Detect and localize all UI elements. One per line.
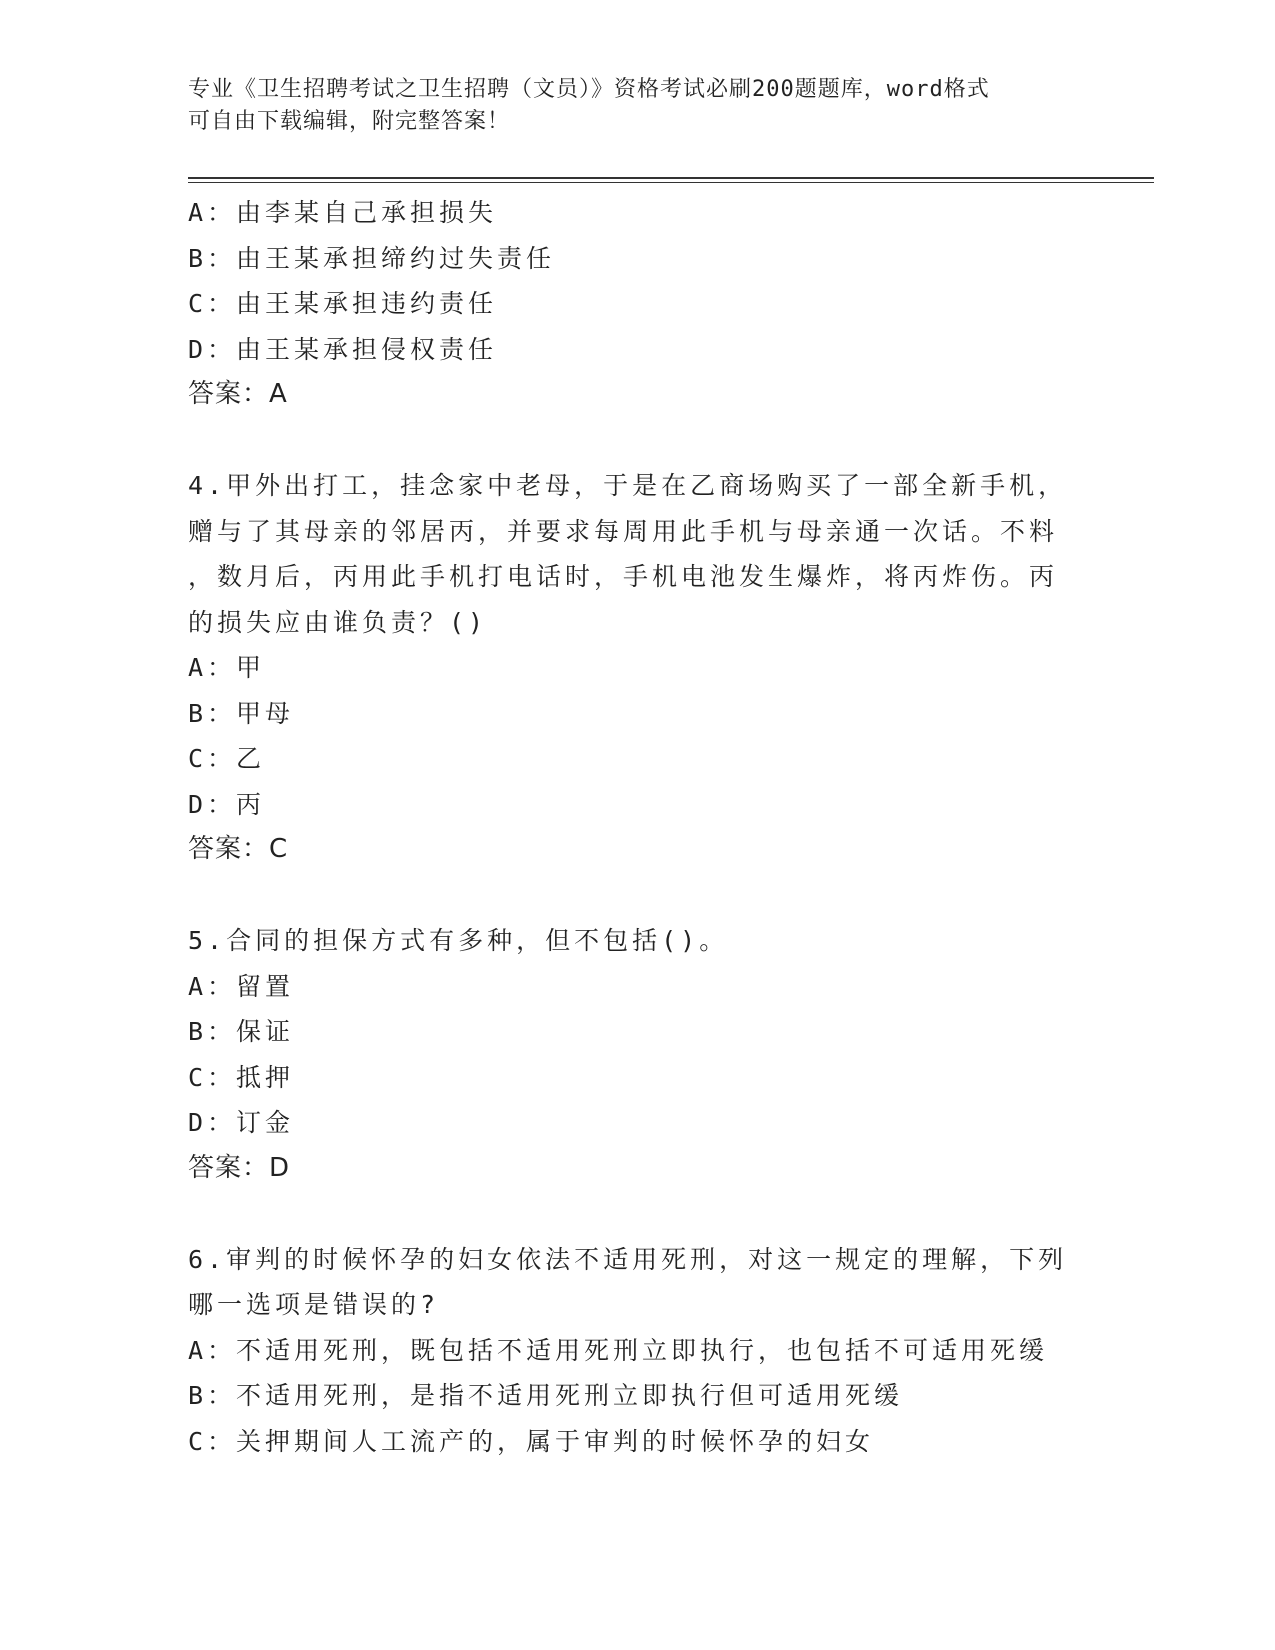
answer-label: 答案：A bbox=[188, 379, 288, 409]
option-c: C：抵押 bbox=[188, 1062, 295, 1092]
option-b: B：由王某承担缔约过失责任 bbox=[188, 243, 556, 273]
option-b: B：保证 bbox=[188, 1017, 295, 1046]
option-a: A：留置 bbox=[188, 971, 295, 1001]
question-block bbox=[188, 918, 1088, 1191]
question-text-line: 4.甲外出打工，挂念家中老母，于是在乙商场购买了一部全新手机， bbox=[188, 471, 1068, 500]
document-header bbox=[188, 74, 1068, 138]
answer-label: 答案：D bbox=[188, 1152, 291, 1183]
option-d: D：订金 bbox=[188, 1108, 295, 1137]
question-list bbox=[188, 190, 1088, 1464]
question-text-line: 赠与了其母亲的邻居丙，并要求每周用此手机与母亲通一次话。不料 bbox=[188, 516, 1059, 546]
option-a: A：甲 bbox=[188, 653, 266, 682]
option-c: C：关押期间人工流产的，属于审判的时候怀孕的妇女 bbox=[188, 1426, 875, 1456]
option-c: C：乙 bbox=[188, 744, 266, 773]
question-block bbox=[188, 1237, 1088, 1465]
header-divider-thin bbox=[188, 182, 1154, 183]
header-divider-thick bbox=[188, 177, 1154, 179]
question-text-line: 6.审判的时候怀孕的妇女依法不适用死刑，对这一规定的理解，下列 bbox=[188, 1244, 1068, 1274]
question-block bbox=[188, 190, 1088, 418]
option-d: D：由王某承担侵权责任 bbox=[188, 334, 498, 364]
question-text-line: 5.合同的担保方式有多种，但不包括()。 bbox=[188, 926, 729, 955]
header-line-1: 专业《卫生招聘考试之卫生招聘（文员）》资格考试必刷200题题库，word格式 bbox=[188, 77, 990, 102]
answer-label: 答案：C bbox=[188, 834, 289, 864]
question-text-line: 的损失应由谁负责？() bbox=[188, 607, 488, 637]
option-a: A：不适用死刑，既包括不适用死刑立即执行，也包括不可适用死缓 bbox=[188, 1335, 1049, 1365]
option-b: B：不适用死刑，是指不适用死刑立即执行但可适用死缓 bbox=[188, 1381, 904, 1410]
spacer bbox=[188, 418, 1088, 464]
option-d: D：丙 bbox=[188, 789, 266, 819]
question-block bbox=[188, 463, 1088, 873]
header-line-2: 可自由下载编辑，附完整答案！ bbox=[188, 109, 511, 134]
option-c: C：由王某承担违约责任 bbox=[188, 289, 498, 318]
option-b: B：甲母 bbox=[188, 698, 295, 728]
question-text-line: 哪一选项是错误的? bbox=[188, 1290, 440, 1319]
option-a: A：由李某自己承担损失 bbox=[188, 198, 498, 227]
spacer bbox=[188, 873, 1088, 919]
spacer bbox=[188, 1191, 1088, 1237]
question-text-line: ，数月后，丙用此手机打电话时，手机电池发生爆炸，将丙炸伤。丙 bbox=[188, 562, 1059, 591]
